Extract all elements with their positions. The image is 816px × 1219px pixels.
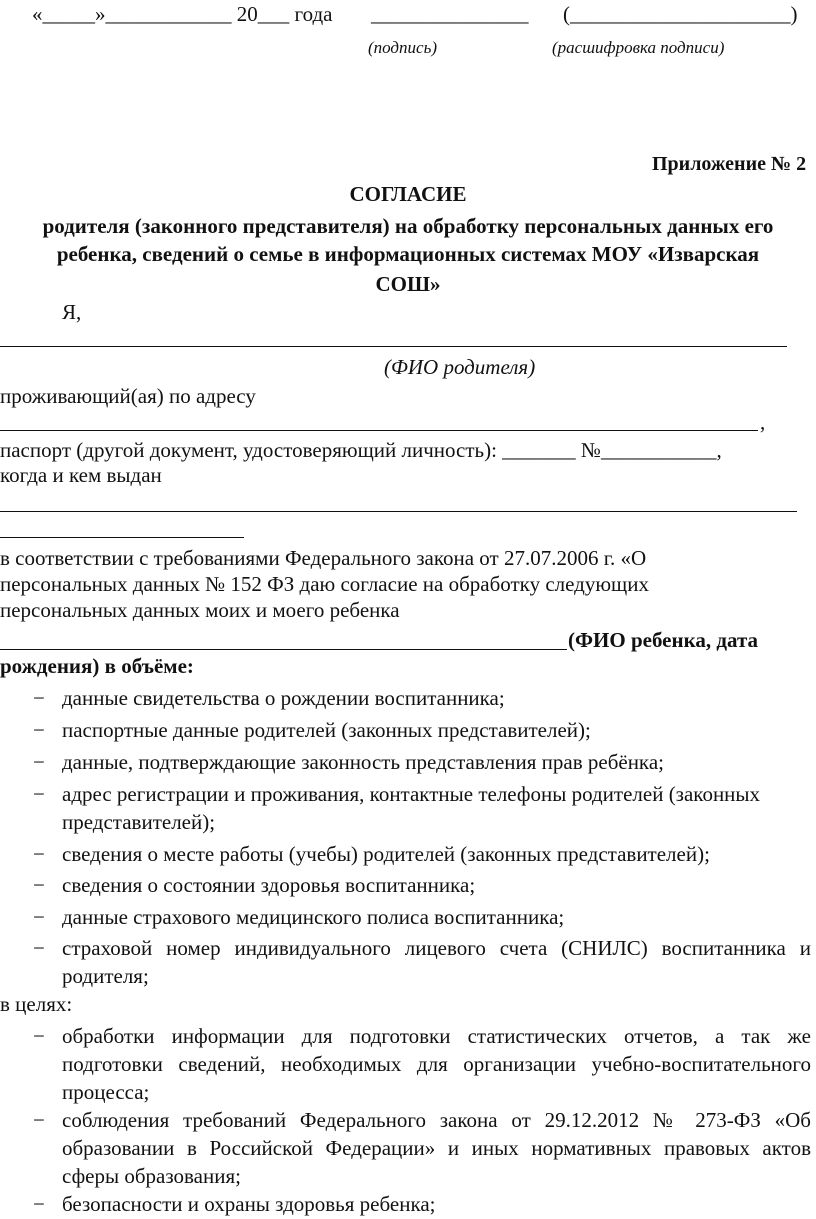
- list-item: [33, 748, 811, 776]
- bullet-dash: −: [33, 1108, 45, 1132]
- list-item-text: соблюдения требований Федерального закона от 29.12.2012 № 273-ФЗ «Об образовании в Российской Федерации» и иных нормативных правовых актов сферы образования;: [62, 1108, 811, 1188]
- list-item: [33, 716, 811, 744]
- document-subtitle-line1: родителя (законного представителя) на обработку персональных данных его: [42, 214, 774, 238]
- list-item-text: адрес регистрации и проживания, контактные телефоны родителей (законных представителей);: [62, 782, 761, 834]
- document-subtitle-line2: ребенка, сведений о семье в информационных системах МОУ «Изварская: [56, 242, 760, 266]
- bullet-dash: −: [33, 873, 45, 897]
- list-item: [33, 1022, 811, 1106]
- parent-fio-line: [0, 346, 787, 347]
- bullet-dash: −: [33, 905, 45, 929]
- child-fio-caption: (ФИО ребенка, дата: [568, 628, 759, 652]
- list-item-text: сведения о месте работы (учебы) родителей (законных представителей);: [62, 842, 710, 866]
- decoding-blank: (_____________________): [563, 2, 798, 26]
- list-item: [33, 840, 811, 868]
- passport-line: паспорт (другой документ, удостоверяющий личность): _______ №___________,: [0, 438, 722, 462]
- issued-line-1: [0, 511, 797, 512]
- bullet-dash: −: [33, 750, 45, 774]
- bullet-dash: −: [33, 1024, 45, 1048]
- law-text-line1: в соответствии с требованиями Федерального закона от 27.07.2006 г. «О: [0, 546, 647, 570]
- list-item: [33, 934, 811, 990]
- list-item: [33, 1190, 811, 1218]
- scope-label: рождения) в объёме:: [0, 654, 194, 678]
- list-item: [33, 1106, 811, 1190]
- list-item: [33, 871, 811, 899]
- bullet-dash: −: [33, 686, 45, 710]
- law-text-line2: персональных данных № 152 ФЗ даю согласие на обработку следующих: [0, 572, 649, 596]
- child-fio-line: [0, 649, 567, 650]
- list-item-text: безопасности и охраны здоровья ребенка;: [62, 1192, 436, 1216]
- signature-caption: (подпись): [368, 38, 437, 57]
- address-label: проживающий(ая) по адресу: [0, 384, 256, 408]
- list-item-text: сведения о состоянии здоровья воспитанника;: [62, 873, 476, 897]
- list-item: [33, 780, 811, 836]
- bullet-dash: −: [33, 1192, 45, 1216]
- document-title: СОГЛАСИЕ: [349, 182, 467, 206]
- appendix-label: Приложение № 2: [652, 153, 807, 175]
- list-item: [33, 684, 811, 712]
- list-item: [33, 903, 811, 931]
- law-text-line3: персональных данных моих и моего ребенка: [0, 598, 400, 622]
- bullet-dash: −: [33, 782, 45, 806]
- list-item-text: данные свидетельства о рождении воспитанника;: [62, 686, 505, 710]
- bullet-dash: −: [33, 842, 45, 866]
- bullet-dash: −: [33, 936, 45, 960]
- parent-fio-caption: (ФИО родителя): [384, 355, 536, 379]
- i-label: Я,: [62, 300, 82, 324]
- purposes-label: в целях:: [0, 992, 73, 1016]
- list-item-text: страховой номер индивидуального лицевого счета (СНИЛС) воспитанника и родителя;: [62, 936, 811, 988]
- date-field: «_____»____________ 20___ года: [32, 2, 333, 26]
- signature-blank: _______________: [371, 2, 529, 26]
- list-item-text: данные, подтверждающие законность представления прав ребёнка;: [62, 750, 664, 774]
- address-line: [0, 430, 758, 431]
- issued-line-2: [0, 537, 244, 538]
- issued-label: когда и кем выдан: [0, 463, 162, 487]
- document-subtitle-line3: СОШ»: [375, 272, 441, 296]
- list-item-text: данные страхового медицинского полиса воспитанника;: [62, 905, 565, 929]
- bullet-dash: −: [33, 718, 45, 742]
- address-comma: ,: [760, 410, 766, 434]
- list-item-text: паспортные данные родителей (законных представителей);: [62, 718, 591, 742]
- decoding-caption: (расшифровка подписи): [552, 38, 725, 57]
- list-item-text: обработки информации для подготовки статистических отчетов, а так же подготовки сведений, необходимых для организации учебно-воспитательного процесса;: [62, 1024, 811, 1104]
